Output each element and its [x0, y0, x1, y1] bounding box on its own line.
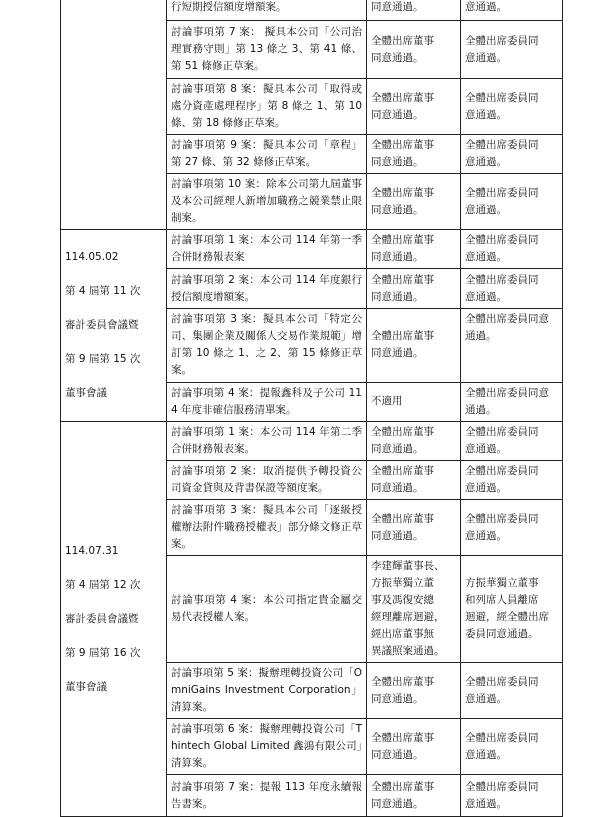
board-resolution: 全體出席董事 同意通過。	[367, 135, 461, 174]
committee-resolution: 意通過。	[461, 0, 563, 21]
agenda-item: 討論事項第 9 案：擬具本公司「章程」第 27 條、第 32 條修正草案。	[167, 135, 367, 174]
meeting-cell-114-07-31	[61, 422, 167, 817]
board-resolution: 全體出席董事 同意通過。	[367, 174, 461, 230]
agenda-item: 討論事項第 7 案：提報 113 年度永續報告書案。	[167, 775, 367, 817]
meeting-committee: 審計委員會議暨	[65, 612, 139, 625]
committee-resolution: 全體出席委員同 意通過。	[461, 135, 563, 174]
agenda-item: 討論事項第 10 案：除本公司第九屆董事及本公司經理人新增加職務之競業禁止限制案。	[167, 174, 367, 230]
committee-resolution: 全體出席委員同 意通過。	[461, 79, 563, 135]
meeting-session: 第 4 屆第 12 次	[65, 578, 141, 591]
meeting-cell-previous	[61, 0, 167, 230]
meeting-board: 董事會議	[65, 680, 107, 693]
board-resolution: 不適用	[367, 382, 461, 421]
meeting-date: 114.05.02	[65, 251, 119, 263]
board-resolution: 全體出席董事 同意通過。	[367, 461, 461, 500]
meeting-session: 第 4 屆第 11 次	[65, 285, 141, 297]
agenda-item: 討論事項第 5 案：擬辦理轉投資公司「OmniGains Investment Corporation」清算案。	[167, 663, 367, 719]
table-row	[61, 0, 563, 21]
committee-resolution: 全體出席委員同意 通過。	[461, 382, 563, 421]
board-resolution: 李建輝董事長、 方振華獨立董 事及馮復安總 經理離席迴避， 經出席董事無 異議照案通過。	[367, 556, 461, 663]
agenda-item: 討論事項第 2 案：取消提供予轉投資公司資金貸與及背書保證等額度案。	[167, 461, 367, 500]
agenda-item: 討論事項第 1 案：本公司 114 年第二季合併財務報表案。	[167, 422, 367, 461]
committee-resolution: 全體出席委員同 意通過。	[461, 422, 563, 461]
board-resolution: 全體出席董事 同意通過。	[367, 79, 461, 135]
committee-resolution: 全體出席委員同 意通過。	[461, 775, 563, 817]
meeting-cell-114-05-02	[61, 230, 167, 422]
board-resolution: 全體出席董事 同意通過。	[367, 308, 461, 382]
board-resolution: 全體出席董事 同意通過。	[367, 230, 461, 269]
board-resolution: 全體出席董事 同意通過。	[367, 21, 461, 79]
agenda-item: 討論事項第 1 案：本公司 114 年第一季合併財務報表案	[167, 230, 367, 269]
meeting-board-session: 第 9 屆第 15 次	[65, 353, 141, 365]
agenda-item: 討論事項第 6 案：擬辦理轉投資公司「Thintech Global Limited 鑫鴻有限公司」清算案。	[167, 719, 367, 775]
agenda-item: 討論事項第 3 案：擬具本公司「逐級授權辦法附件職務授權表」部分條文修正草案。	[167, 500, 367, 556]
board-resolution: 全體出席董事 同意通過。	[367, 775, 461, 817]
table-row	[61, 230, 563, 269]
committee-resolution: 全體出席委員同 意通過。	[461, 500, 563, 556]
board-resolution: 全體出席董事 同意通過。	[367, 269, 461, 308]
board-resolution: 同意通過。	[367, 0, 461, 21]
committee-resolution: 全體出席委員同 意通過。	[461, 461, 563, 500]
resolutions-table	[60, 0, 563, 817]
committee-resolution: 全體出席委員同 意通過。	[461, 174, 563, 230]
committee-resolution: 全體出席委員同 意通過。	[461, 269, 563, 308]
meeting-board-session: 第 9 屆第 16 次	[65, 646, 141, 659]
agenda-item: 討論事項第 2 案：本公司 114 年度銀行授信額度增額案。	[167, 269, 367, 308]
committee-resolution: 全體出席委員同意 通過。	[461, 308, 563, 382]
meeting-date: 114.07.31	[65, 544, 119, 557]
meeting-board: 董事會議	[65, 387, 107, 399]
committee-resolution: 方振華獨立董事 和列席人員離席 迴避，經全體出席 委員同意通過。	[461, 556, 563, 663]
agenda-item: 討論事項第 4 案：提報鑫科及子公司 114 年度非確信服務清單案。	[167, 382, 367, 421]
committee-resolution: 全體出席委員同 意通過。	[461, 230, 563, 269]
meeting-committee: 審計委員會議暨	[65, 319, 139, 331]
board-resolution: 全體出席董事 同意通過。	[367, 500, 461, 556]
board-resolution: 全體出席董事 同意通過。	[367, 663, 461, 719]
agenda-item: 討論事項第 3 案：擬具本公司「特定公司、集團企業及關係人交易作業規範」增訂第 10 條之 1、之 2、第 15 條修正草案。	[167, 308, 367, 382]
agenda-item: 討論事項第 7 案： 擬具本公司「公司治理實務守則」第 13 條之 3、第 41 條、第 51 條修正草案。	[167, 21, 367, 79]
committee-resolution: 全體出席委員同 意通過。	[461, 21, 563, 79]
agenda-item: 行短期授信額度增額案。	[167, 0, 367, 21]
board-resolution: 全體出席董事 同意通過。	[367, 422, 461, 461]
agenda-item: 討論事項第 4 案：本公司指定貴金屬交易代表授權人案。	[167, 556, 367, 663]
committee-resolution: 全體出席委員同 意通過。	[461, 719, 563, 775]
agenda-item: 討論事項第 8 案：擬具本公司「取得或處分資產處理程序」第 8 條之 1、第 10 條、第 18 條修正草案。	[167, 79, 367, 135]
table-row	[61, 422, 563, 461]
committee-resolution: 全體出席委員同 意通過。	[461, 663, 563, 719]
board-resolution: 全體出席董事 同意通過。	[367, 719, 461, 775]
